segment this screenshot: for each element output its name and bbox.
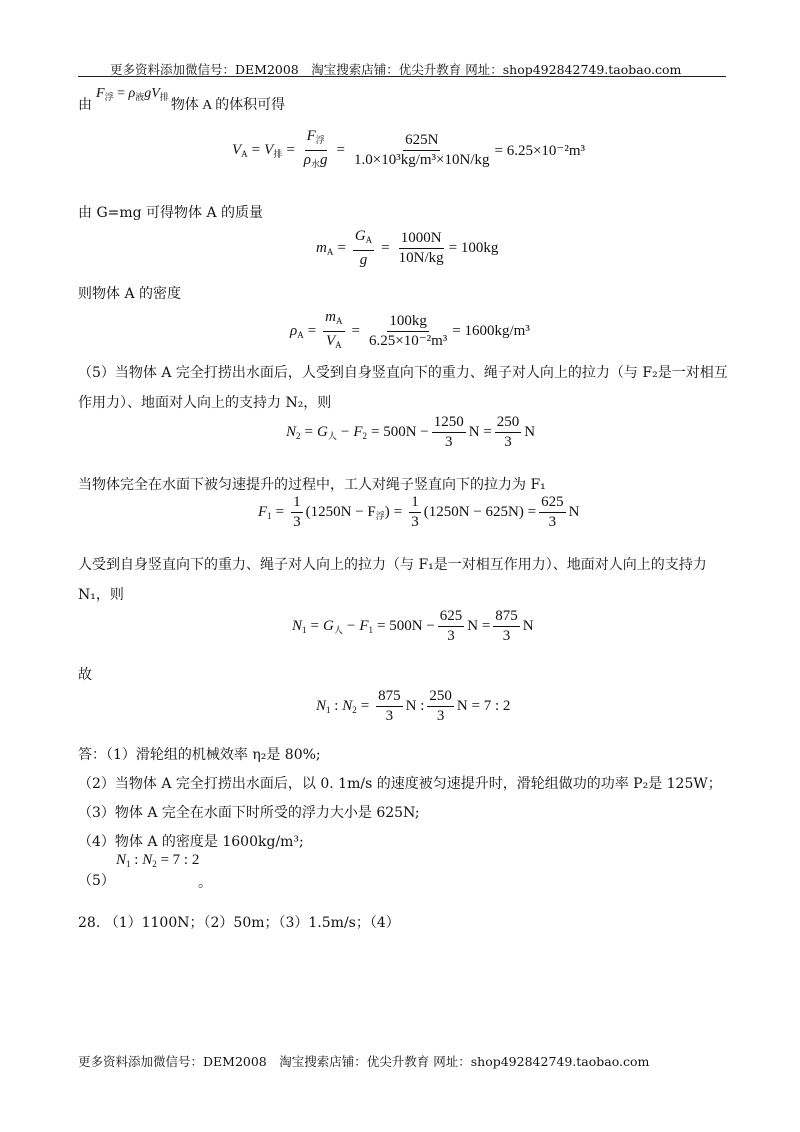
- eq-numerator: 875: [493, 608, 520, 627]
- eq-denominator: 3: [445, 434, 453, 450]
- answer-3: （3）物体 A 完全在水面下时所受的浮力大小是 625N;: [78, 805, 420, 821]
- answer-5-formula: $N_1$ : $N_2 = 7$ : 2: [116, 852, 200, 869]
- eq-result: = 6.25×10⁻²m³: [494, 143, 585, 159]
- answer-5-label: （5）: [78, 873, 115, 889]
- forces-line1: 人受到自身竖直向下的重力、绳子对人向上的拉力（与 F₁是一对相互作用力）、地面对人向上的支持力: [78, 557, 707, 573]
- eq-denominator: 10N/kg: [398, 250, 444, 266]
- mass-intro: 由 G=mg 可得物体 A 的质量: [78, 205, 264, 221]
- eq-numerator: 1250: [432, 414, 466, 433]
- intro-prefix: 由: [78, 98, 92, 113]
- eq-denominator: 3: [504, 434, 512, 450]
- n2-equation: $N_2$ = $G_人$ − $F_2$ = 500N − $\frac{1250}{3}$ N = $\frac{250}{3}$ N: [286, 414, 536, 450]
- answer-4: （4）物体 A 的密度是 1600kg/m³;: [78, 834, 304, 850]
- forces-line2: N₁，则: [78, 587, 124, 603]
- page-footer: 更多资料添加微信号：DEM2008 淘宝搜索店铺：优尖升教育 网址：shop492842749.taobao.com: [78, 1054, 650, 1069]
- eq-middle-2: (1250N − 625N) =: [423, 504, 537, 520]
- density-equation: $\rho_A$ = $\frac{m_A}{V_A}$ = $\frac{100kg}{\text{6.25×10⁻²m³}}$ = 1600kg/m³: [290, 309, 530, 350]
- volume-equation: $V_A$ = $V_排$ = $\frac{F_浮}{\rho_水g}$ = $\frac{625N}{\text{1.0×10³kg/m³×10N/kg}}$ = 6.25×10⁻²m³: [232, 128, 585, 169]
- answer-1: 答：（1）滑轮组的机械效率 η₂是 80%;: [78, 747, 321, 763]
- eq-denominator: 3: [447, 628, 455, 644]
- eq-numerator: 1000N: [399, 230, 444, 249]
- eq-denominator: 6.25×10⁻²m³: [368, 333, 448, 349]
- eq-numerator: 250: [427, 688, 454, 707]
- eq-denominator: 3: [436, 708, 445, 724]
- therefore-label: 故: [78, 667, 92, 683]
- eq-middle: (1250N − F: [305, 504, 376, 520]
- part5-line1: （5）当物体 A 完全打捞出水面后，人受到自身竖直向下的重力、绳子对人向上的拉力（与 F₂是一对相互: [78, 365, 728, 381]
- eq-denominator: 3: [548, 514, 557, 530]
- page-header: 更多资料添加微信号：DEM2008 淘宝搜索店铺：优尖升教育 网址：shop492842749.taobao.com: [110, 62, 682, 77]
- density-intro: 则物体 A 的密度: [78, 286, 182, 302]
- answer-2: （2）当物体 A 完全打捞出水面后，以 0. 1m/s 的速度被匀速提升时，滑轮组做功的功率 P₂是 125W；: [78, 776, 722, 792]
- eq-numerator: 625: [539, 494, 566, 513]
- part5-line2: 作用力）、地面对人向上的支持力 N₂，则: [78, 395, 332, 411]
- eq-denominator: 3: [502, 628, 511, 644]
- eq-numerator: 100kg: [387, 313, 429, 332]
- n1-equation: $N_1$ = $G_人$ − $F_1$ = 500N − $\frac{625}{3}$ N = $\frac{875}{3}$ N: [292, 608, 534, 644]
- eq-denominator: 3: [385, 708, 394, 724]
- pull-intro: 当物体完全在水面下被匀速提升的过程中，工人对绳子竖直向下的拉力为 F₁: [78, 477, 546, 493]
- answer-5-end: 。: [198, 875, 212, 891]
- mass-equation: $m_A$ = $\frac{G_A}{g}$ = $\frac{1000N}{10N/kg}$ = 100kg: [316, 228, 499, 268]
- eq-result: = 100kg: [448, 240, 499, 256]
- eq-numerator: 875: [376, 688, 403, 707]
- f1-equation: $F_1$ = $\frac{1}{3}$ (1250N − F $_浮$) = $\frac{1}{3}$ (1250N − 625N) = $\frac{625}{3}$ N: [258, 494, 580, 530]
- eq-denominator: 1.0×10³kg/m³×10N/kg: [353, 152, 490, 168]
- ratio-equation: $N_1$ : $N_2$ = $\frac{875}{3}$ N : $\frac{250}{3}$ N = 7 : 2: [316, 688, 511, 724]
- eq-numerator: 625N: [403, 132, 440, 151]
- eq-result: = 1600kg/m³: [452, 323, 530, 339]
- eq-middle: = 500N −: [370, 424, 429, 440]
- eq-result: N = 7 : 2: [456, 698, 511, 714]
- header-rule: [78, 76, 726, 77]
- eq-middle: = 500N −: [376, 618, 435, 634]
- eq-numerator: 250: [495, 414, 522, 433]
- eq-numerator: 625: [438, 608, 465, 627]
- intro-line: [78, 82, 285, 114]
- question-28: 28. （1）1100N；（2）50m；（3）1.5m/s；（4）: [78, 915, 400, 931]
- intro-suffix: 物体 A 的体积可得: [170, 98, 286, 113]
- buoyancy-formula: $F_浮 = \rho_液gV_排$: [96, 85, 169, 102]
